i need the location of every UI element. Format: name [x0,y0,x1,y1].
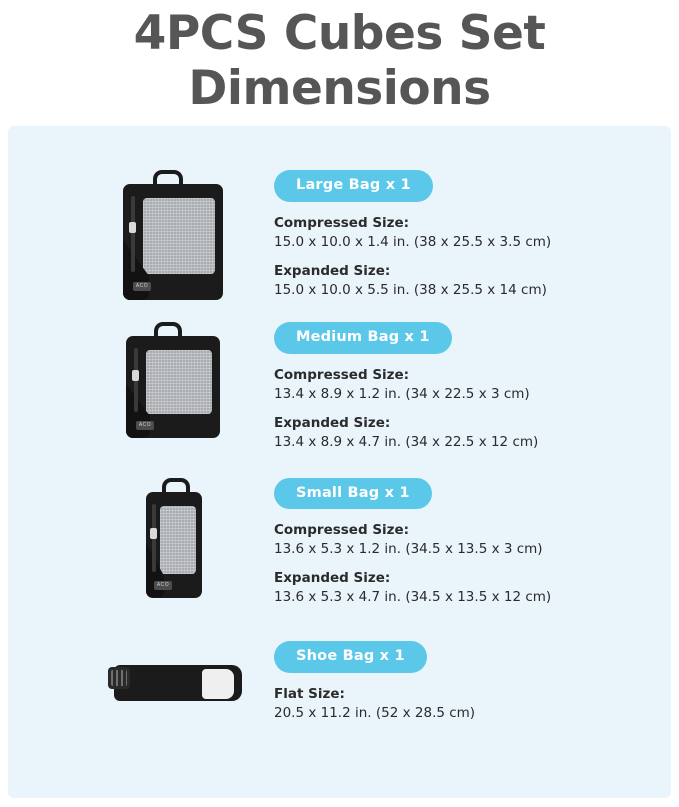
bag-zipper [131,196,135,272]
shoe-bag-text-cell [268,641,645,721]
medium-bag-pill: Medium Bag x 1 [274,322,452,354]
bag-zipper-pull [150,528,157,539]
spec-value: 13.6 x 5.3 x 4.7 in. (34.5 x 13.5 x 12 cm) [274,589,552,605]
spec-value: 20.5 x 11.2 in. (52 x 28.5 cm) [274,704,476,721]
large-bag-text-cell [268,170,645,298]
bag-zipper-pull [132,370,139,381]
spec-value: 15.0 x 10.0 x 1.4 in. (38 x 25.5 x 3.5 cm) [274,233,552,250]
small-bag-text-cell [268,478,645,606]
spec-value: 13.4 x 8.9 x 4.7 in. (34 x 22.5 x 12 cm) [274,433,539,450]
brand-tag: ACO [133,282,151,291]
small-packing-cube-image [146,478,210,598]
bag-mesh-panel [143,198,215,274]
large-bag-pill: Large Bag x 1 [274,170,433,202]
spec-label: Expanded Size: [274,262,391,279]
dimensions-panel [8,126,671,798]
shoe-bag-image [108,655,248,707]
bag-mesh-panel [146,350,212,414]
title-line-1: 4PCS Cubes Set [133,6,546,61]
brand-tag: ACO [136,421,154,430]
shoe-bag-body [114,665,242,701]
spec-label: Compressed Size: [274,214,410,231]
small-bag-image-cell [88,478,268,598]
bag-mesh-panel [160,506,196,574]
product-list [8,126,671,721]
medium-packing-cube-image [126,322,230,438]
page-title [0,0,679,117]
large-bag-image-cell [88,170,268,300]
spec-label: Expanded Size: [274,414,391,431]
spec-label: Expanded Size: [274,570,391,586]
spec-value: 13.6 x 5.3 x 1.2 in. (34.5 x 13.5 x 3 cm) [274,541,543,557]
shoe-bag-image-cell [88,655,268,707]
brand-tag: ACO [154,581,172,590]
large-packing-cube-image [123,170,233,300]
spec-label: Flat Size: [274,685,345,702]
spec-value: 13.4 x 8.9 x 1.2 in. (34 x 22.5 x 3 cm) [274,385,530,402]
list-item [8,641,671,721]
spec-value: 15.0 x 10.0 x 5.5 in. (38 x 25.5 x 14 cm) [274,281,547,298]
shoe-bag-drawstring [108,667,130,689]
bag-zipper-pull [129,222,136,233]
list-item [8,478,671,606]
medium-bag-image-cell [88,322,268,438]
list-item [8,322,671,450]
title-line-2: Dimensions [188,61,491,117]
small-bag-pill: Small Bag x 1 [274,478,432,510]
list-item [8,170,671,300]
shoe-bag-contents [202,669,234,699]
spec-label: Compressed Size: [274,366,410,383]
medium-bag-text-cell [268,322,645,450]
spec-label: Compressed Size: [274,522,410,538]
shoe-bag-pill: Shoe Bag x 1 [274,641,427,673]
